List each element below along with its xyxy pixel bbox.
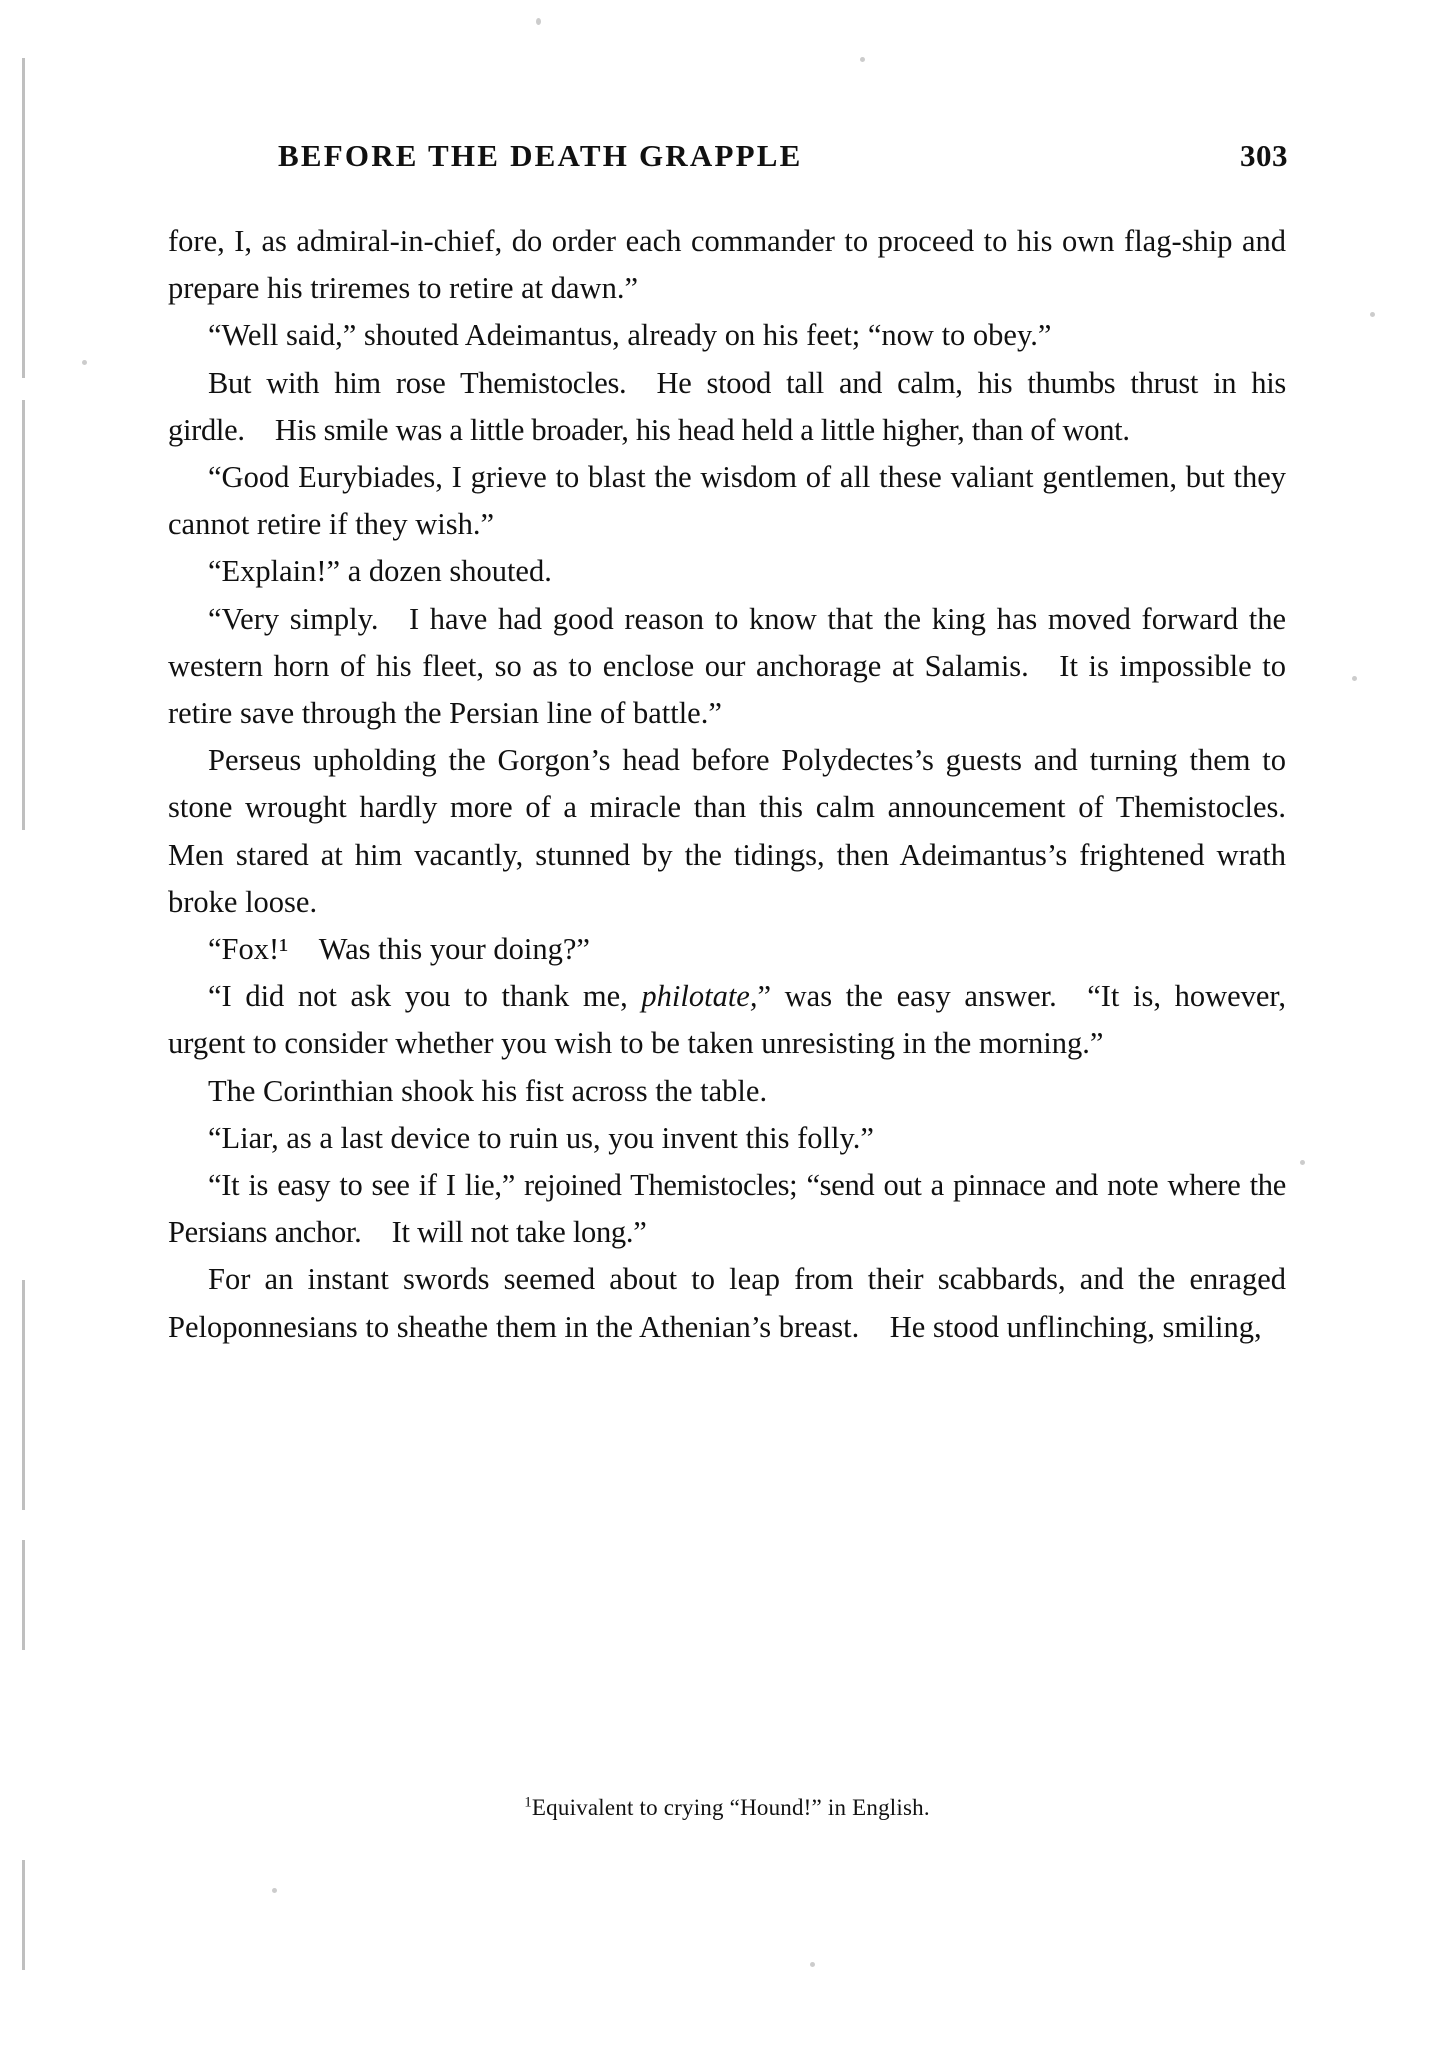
binding-mark bbox=[22, 1280, 25, 1510]
footnote bbox=[168, 1795, 1286, 1821]
paragraph-with-italic bbox=[168, 973, 1286, 1067]
page-speck bbox=[810, 1962, 815, 1967]
binding-mark bbox=[22, 400, 25, 830]
page-speck bbox=[1370, 312, 1375, 317]
italic-term: philotate, bbox=[641, 979, 758, 1014]
paragraph: “Fox!¹ Was this your doing?” bbox=[208, 932, 590, 967]
paragraph: The Corinthian shook his fist across the table. bbox=[208, 1073, 768, 1108]
binding-mark bbox=[22, 1540, 25, 1650]
page-title: BEFORE THE DEATH GRAPPLE bbox=[278, 138, 803, 173]
page-speck bbox=[1352, 676, 1357, 681]
body-text bbox=[168, 218, 1286, 1351]
binding-mark bbox=[22, 58, 25, 378]
paragraph: “Very simply. I have had good reason to know that the king has moved forward the western horn of his fleet, so as to enclose our anchorage at Salamis. It is impossible to retire save through the Persian line of battle.” bbox=[168, 601, 1286, 731]
paragraph-text-after: ” was the easy answer. “It is, however, urgent to consider whether you wish to be taken unresisting in the morning.” bbox=[168, 979, 1286, 1061]
paragraph: Perseus upholding the Gorgon’s head before Polydectes’s guests and turning them to stone wrought hardly more of a miracle than this calm announcement of Themistocles. Men stared at him vacantly, stunned by the tidings, then Adeimantus’s frightened wrath broke loose. bbox=[168, 743, 1286, 919]
page-speck bbox=[82, 360, 87, 365]
paragraph: fore, I, as admiral-in-chief, do order each commander to proceed to his own flag-ship and prepare his triremes to retire at dawn.” bbox=[168, 224, 1286, 306]
paragraph: “Liar, as a last device to ruin us, you invent this folly.” bbox=[208, 1120, 874, 1155]
page-speck bbox=[536, 18, 541, 25]
binding-mark bbox=[22, 1860, 25, 1970]
paragraph: “It is easy to see if I lie,” rejoined Themistocles; “send out a pinnace and note where the Persians anchor. It will not take long.” bbox=[168, 1168, 1286, 1250]
paragraph: “Explain!” a dozen shouted. bbox=[208, 554, 552, 589]
footnote-text: Equivalent to crying “Hound!” in English. bbox=[531, 1795, 930, 1820]
paragraph-text-before: “I did not ask you to thank me, bbox=[208, 979, 642, 1014]
page-speck bbox=[860, 57, 865, 62]
running-head bbox=[168, 138, 1288, 174]
paragraph: “Good Eurybiades, I grieve to blast the wisdom of all these valiant gentlemen, but they cannot retire if they wish.” bbox=[168, 460, 1286, 542]
paragraph: “Well said,” shouted Adeimantus, already on his feet; “now to obey.” bbox=[208, 318, 1052, 353]
page-number: 303 bbox=[1240, 138, 1288, 173]
page-speck bbox=[1300, 1160, 1305, 1165]
paragraph: For an instant swords seemed about to leap from their scabbards, and the enraged Peloponnesians to sheathe them in the Athenian’s breast. He stood unflinching, smiling, bbox=[168, 1262, 1286, 1344]
page-speck bbox=[272, 1888, 277, 1893]
footnote-marker: 1 bbox=[524, 1794, 532, 1811]
paragraph: But with him rose Themistocles. He stood tall and calm, his thumbs thrust in his girdle. His smile was a little broader, his head held a little higher, than of wont. bbox=[168, 365, 1286, 447]
